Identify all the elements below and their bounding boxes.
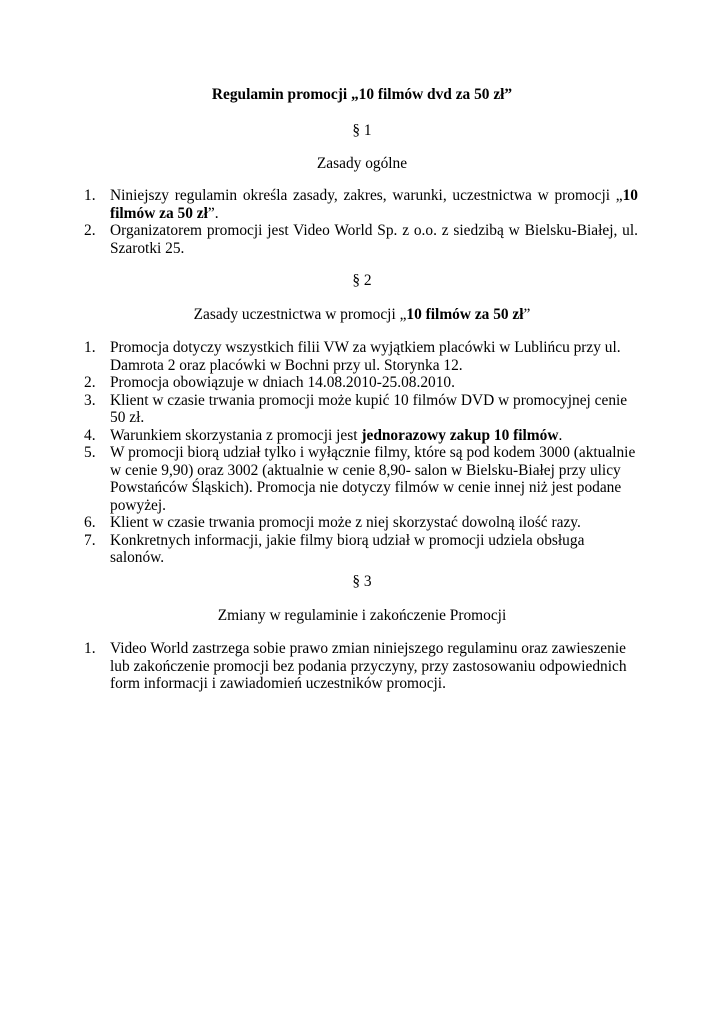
item-text: W promocji biorą udział tylko i wyłącznie filmy, które są pod kodem 3000 (aktualnie w cenie 9,90) oraz 3002 (aktualnie w cenie 8,90- salon w Bielsku-Białej przy ulicy Powstańców Śląskich). Promocja nie dotyczy filmów w cenie innej niż jest podane powyżej. xyxy=(110,444,636,514)
list-item xyxy=(84,374,638,392)
list-item xyxy=(84,640,638,693)
list-item xyxy=(84,392,638,427)
item-text: Organizatorem promocji jest Video World Sp. z o.o. z siedzibą w Bielsku-Białej, ul. Szarotki 25. xyxy=(110,222,638,257)
item-number: 1. xyxy=(84,339,96,356)
section-1-mark: § 1 xyxy=(352,122,372,139)
item-number: 1. xyxy=(84,187,96,204)
section-1-list xyxy=(84,187,638,257)
list-item xyxy=(84,514,638,532)
item-number: 5. xyxy=(84,444,96,461)
list-item xyxy=(84,187,638,222)
item-text: Konkretnych informacji, jakie filmy biorą udział w promocji udziela obsługa salonów. xyxy=(110,531,585,566)
section-3-mark: § 3 xyxy=(352,573,372,590)
item-text: Klient w czasie trwania promocji może kupić 10 filmów DVD w promocyjnej cenie 50 zł. xyxy=(110,391,628,426)
item-number: 6. xyxy=(84,514,96,531)
item-number: 4. xyxy=(84,426,96,444)
item-text: Video World zastrzega sobie prawo zmian niniejszego regulaminu oraz zawieszenie lub zakończenie promocji bez podania przyczyny, przy zastosowaniu odpowiednich form informacji i zawiadomień uczestników promocji. xyxy=(110,640,627,692)
document-title: Regulamin promocji „10 filmów dvd za 50 zł” xyxy=(211,86,513,103)
section-3-title: Zmiany w regulaminie i zakończenie Promocji xyxy=(217,607,507,624)
item-text: Warunkiem skorzystania z promocji jest jednorazowy zakup 10 filmów. xyxy=(110,426,563,444)
section-2-mark: § 2 xyxy=(352,272,372,289)
list-item xyxy=(84,444,638,514)
promo-name: 10 filmów za 50 zł xyxy=(110,187,638,222)
item-number: 3. xyxy=(84,391,96,409)
item-text: Klient w czasie trwania promocji może z niej skorzystać dowolną ilość razy. xyxy=(110,514,581,531)
list-item xyxy=(84,532,638,567)
item-text: Promocja obowiązuje w dniach 14.08.2010-25.08.2010. xyxy=(110,374,455,391)
section-2-title: Zasady uczestnictwa w promocji „10 filmów za 50 zł” xyxy=(193,306,531,323)
item-number: 1. xyxy=(84,640,96,657)
section-1-title: Zasady ogólne xyxy=(316,155,408,172)
item-text: Niniejszy regulamin określa zasady, zakres, warunki, uczestnictwa w promocji „10 filmów za 50 zł”. xyxy=(110,187,638,222)
item-text: Promocja dotyczy wszystkich filii VW za wyjątkiem placówki w Lublińcu przy ul. Damrota 2 oraz placówki w Bochni przy ul. Storynka 12. xyxy=(110,339,621,374)
item-number: 2. xyxy=(84,222,96,239)
item-number: 2. xyxy=(84,374,96,391)
section-3-list xyxy=(84,640,638,693)
list-item xyxy=(84,339,638,374)
purchase-condition: jednorazowy zakup 10 filmów xyxy=(361,426,559,444)
promo-name: 10 filmów za 50 zł xyxy=(406,306,524,323)
list-item xyxy=(84,427,638,445)
list-item xyxy=(84,222,638,257)
section-2-list xyxy=(84,339,638,567)
item-number: 7. xyxy=(84,531,96,549)
